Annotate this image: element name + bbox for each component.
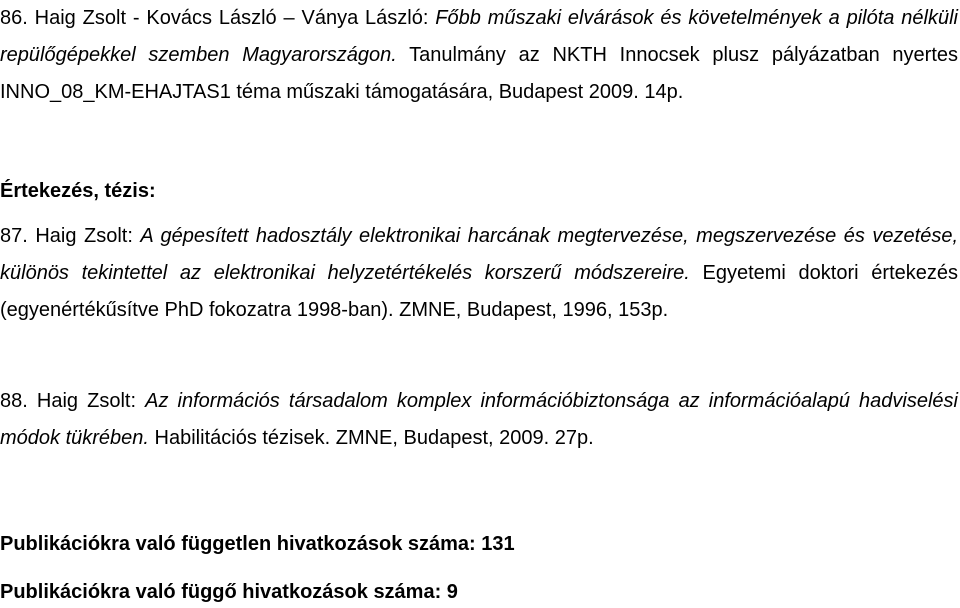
reference-details: Egyetemi doktori értekezés (egyenértékűsítve PhD fokozatra 1998-ban). ZMNE, Budapest, 1996, 153p.	[0, 262, 958, 321]
section-heading: Értekezés, tézis:	[0, 180, 156, 202]
dependent-citations-count: Publikációkra való függő hivatkozások száma: 9	[0, 581, 458, 603]
reference-details: Habilitációs tézisek. ZMNE, Budapest, 2009. 27p.	[154, 427, 594, 449]
reference-title: A gépesített hadosztály elektronikai harcának megtervezése, megszervezése és vezetése, különös tekintettel az elektronikai helyzetértékelés korszerű módszereire.	[0, 225, 959, 284]
reference-title: Főbb műszaki elvárások és követelmények a pilóta nélküli repülőgépekkel szemben Magyarországon.	[0, 7, 958, 66]
reference-number: 88.	[0, 390, 28, 412]
reference-entry-88	[0, 383, 958, 457]
reference-entry-87	[0, 218, 958, 329]
reference-authors: Haig Zsolt:	[35, 225, 133, 247]
reference-authors: Haig Zsolt:	[36, 390, 137, 412]
reference-authors: Haig Zsolt - Kovács László – Ványa László:	[34, 7, 429, 29]
reference-entry-86	[0, 0, 958, 111]
independent-citations-count: Publikációkra való független hivatkozások száma: 131	[0, 533, 515, 555]
reference-number: 86.	[0, 7, 28, 29]
reference-title: Az információs társadalom komplex információbiztonsága az információalapú hadviselési módok tükrében.	[0, 390, 958, 449]
reference-details: Tanulmány az NKTH Innocsek plusz pályázatban nyertes INNO_08_KM-EHAJTAS1 téma műszaki támogatására, Budapest 2009. 14p.	[0, 44, 959, 103]
reference-number: 87.	[0, 225, 28, 247]
